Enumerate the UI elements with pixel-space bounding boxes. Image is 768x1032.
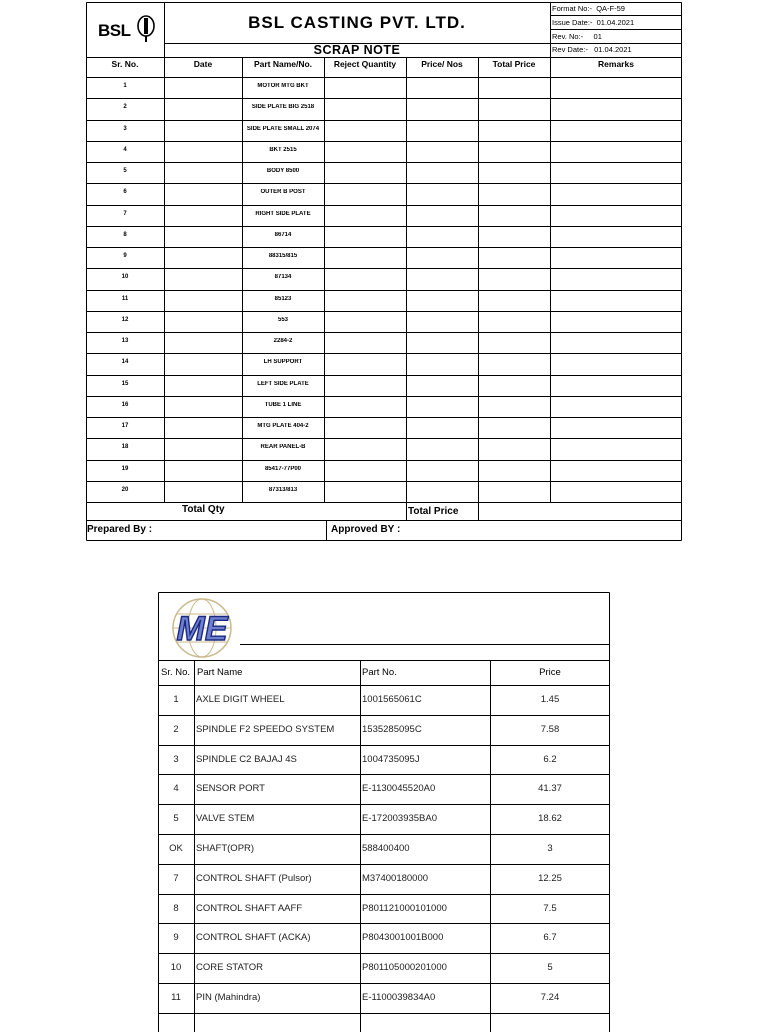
- price-row-part-name: CONTROL SHAFT (ACKA): [196, 932, 311, 944]
- price-row-part-name: CONTROL SHAFT (Pulsor): [196, 872, 312, 884]
- price-row-part-no: 1535285095C: [362, 723, 422, 735]
- price-row-price: 6.2: [543, 753, 557, 765]
- price-list-sheet: [158, 592, 610, 1032]
- price-row-sr: 11: [171, 992, 181, 1003]
- price-row-part-no: P801121000101000: [362, 902, 447, 914]
- meta-label: Issue Date:-: [552, 18, 593, 27]
- scrap-row-sr: 12: [121, 316, 129, 323]
- price-row-part-name: SHAFT(OPR): [196, 843, 255, 854]
- scrap-row-sr: 10: [121, 274, 129, 281]
- scrap-row-sr: 14: [121, 359, 129, 366]
- scrap-row-part: MTG PLATE 404-2: [257, 423, 309, 429]
- col-header-part: Part Name/No.: [253, 59, 313, 69]
- price-row-part-no: E-1100039834A0: [362, 992, 436, 1003]
- price-row-price: 3: [547, 843, 553, 854]
- scrap-row-part: MOTOR MTG BKT: [257, 83, 309, 89]
- approved-by-label: Approved BY :: [331, 524, 401, 535]
- scrap-row-sr: 5: [123, 168, 127, 174]
- meta-rev-no: [552, 32, 602, 41]
- prepared-by-label: Prepared By :: [87, 524, 153, 535]
- bsl-logo: [94, 10, 158, 48]
- price-row-price: 41.37: [538, 783, 562, 795]
- total-qty-label: Total Qty: [182, 504, 225, 515]
- document-title: SCRAP NOTE: [313, 43, 401, 57]
- scrap-row-sr: 15: [121, 380, 129, 387]
- scrap-row-part: SIDE PLATE BIG 2518: [251, 104, 315, 111]
- me-col-header-part-no: Part No.: [362, 667, 397, 678]
- scrap-row-part: SIDE PLATE SMALL 2074: [246, 125, 320, 132]
- bsl-logo-text: BSL: [98, 21, 131, 40]
- price-row-part-name: PIN (Mahindra): [196, 992, 261, 1003]
- price-row-price: 6.7: [543, 932, 557, 944]
- scrap-row-sr: 7: [123, 210, 127, 217]
- price-row-sr: 10: [170, 962, 182, 974]
- scrap-row-sr: 13: [121, 338, 129, 344]
- company-name: BSL CASTING PVT. LTD.: [248, 13, 466, 32]
- scrap-row-sr: 2: [123, 104, 127, 111]
- scrap-row-part: REAR PANEL-B: [260, 444, 306, 451]
- col-header-reject-qty: Reject Quantity: [333, 59, 397, 69]
- price-row-part-name: SENSOR PORT: [196, 783, 265, 795]
- meta-value: QA-F-59: [596, 4, 625, 13]
- scrap-row-sr: 3: [123, 125, 127, 132]
- scrap-row-part: TUBE 1 LINE: [264, 401, 302, 408]
- meta-issue-date: [552, 18, 634, 27]
- price-row-part-name: CORE STATOR: [196, 962, 264, 974]
- price-row-part-no: M37400180000: [362, 872, 429, 884]
- scrap-row-part: 87134: [274, 274, 292, 281]
- scrap-row-part: LH SUPPORT: [263, 359, 303, 366]
- scrap-row-part: BODY 8500: [266, 168, 300, 174]
- meta-label: Format No:-: [552, 4, 593, 13]
- price-row-part-name: AXLE DIGIT WHEEL: [196, 694, 285, 705]
- price-row-price: 5: [547, 962, 553, 974]
- me-col-header-price: Price: [539, 667, 561, 678]
- price-row-sr: 4: [173, 783, 179, 795]
- scrap-row-part: 86714: [274, 231, 292, 238]
- col-header-sr: Sr. No.: [111, 59, 139, 69]
- price-row-sr: 7: [173, 872, 179, 884]
- col-header-date: Date: [193, 59, 213, 69]
- price-row-part-no: E-1130045520A0: [362, 783, 436, 795]
- scrap-row-sr: 18: [121, 444, 129, 451]
- scrap-row-part: 2284-2: [273, 338, 293, 344]
- scrap-row-sr: 9: [123, 253, 127, 259]
- price-row-part-name: CONTROL SHAFT AAFF: [196, 902, 303, 914]
- scrap-row-sr: 4: [123, 146, 127, 153]
- scrap-row-part: 553: [277, 316, 288, 323]
- price-row-sr: 5: [173, 813, 179, 825]
- col-header-remarks: Remarks: [598, 59, 634, 69]
- price-row-sr: 8: [173, 902, 179, 914]
- price-row-price: 7.24: [540, 992, 560, 1003]
- scrap-row-sr: 20: [121, 486, 129, 493]
- scrap-row-part: OUTER B POST: [260, 189, 306, 196]
- scrap-row-sr: 6: [123, 189, 127, 196]
- scrap-row-sr: 8: [123, 231, 127, 238]
- price-row-part-no: P801105000201000: [362, 962, 447, 974]
- me-col-header-name: Part Name: [197, 667, 243, 678]
- price-row-sr: 9: [173, 932, 179, 944]
- price-row-part-name: VALVE STEM: [196, 813, 255, 825]
- scrap-row-part: 85417-77P00: [264, 465, 302, 472]
- me-globe-logo: [164, 597, 240, 659]
- price-row-sr: 3: [173, 753, 179, 765]
- price-row-price: 7.5: [543, 902, 557, 914]
- scrap-note-sheet: [86, 2, 682, 541]
- price-row-part-no: P8043001001B000: [362, 932, 444, 944]
- scrap-note-grid: [86, 2, 682, 541]
- price-row-part-name: SPINDLE F2 SPEEDO SYSTEM: [196, 723, 335, 735]
- price-row-part-name: SPINDLE C2 BAJAJ 4S: [196, 753, 297, 765]
- meta-rev-date: [552, 45, 632, 54]
- scrap-row-sr: 19: [121, 465, 129, 472]
- scrap-row-sr: 1: [123, 83, 127, 89]
- total-price-label: Total Price: [408, 506, 459, 517]
- price-row-part-no: E-172003935BA0: [362, 813, 438, 825]
- price-row-part-no: 1001565061C: [362, 694, 422, 705]
- price-row-price: 18.62: [538, 813, 562, 825]
- meta-label: Rev Date:-: [552, 45, 588, 54]
- meta-value: 01: [593, 32, 602, 41]
- meta-label: Rev. No:-: [552, 32, 584, 41]
- me-logo-text: ME: [176, 610, 228, 648]
- price-row-sr: OK: [169, 843, 183, 854]
- price-row-part-no: 588400400: [362, 843, 410, 854]
- price-row-sr: 1: [173, 694, 179, 705]
- price-row-part-no: 1004735095J: [362, 753, 420, 765]
- scrap-row-sr: 11: [121, 295, 129, 302]
- scrap-row-sr: 16: [121, 401, 129, 408]
- scrap-row-part: LEFT SIDE PLATE: [257, 380, 309, 387]
- scrap-row-part: 85123: [274, 295, 292, 302]
- meta-format: [552, 4, 625, 13]
- bsl-emblem-icon: [136, 15, 156, 43]
- scrap-row-part: RIGHT SIDE PLATE: [255, 210, 311, 217]
- me-col-header-sr: Sr. No.: [161, 667, 191, 678]
- col-header-price: Price/ Nos: [421, 59, 463, 69]
- meta-value: 01.04.2021: [596, 18, 635, 27]
- col-header-total-price: Total Price: [492, 59, 536, 69]
- scrap-row-sr: 17: [121, 423, 129, 429]
- price-row-price: 1.45: [540, 694, 560, 705]
- scrap-row-part: 87313/813: [268, 486, 298, 493]
- price-row-price: 7.58: [540, 723, 560, 735]
- meta-value: 01.04.2021: [594, 45, 632, 54]
- scrap-row-part: BKT 2515: [269, 146, 297, 153]
- price-row-sr: 2: [173, 723, 179, 735]
- scrap-row-part: 88315/815: [268, 253, 298, 259]
- price-row-price: 12.25: [538, 872, 562, 884]
